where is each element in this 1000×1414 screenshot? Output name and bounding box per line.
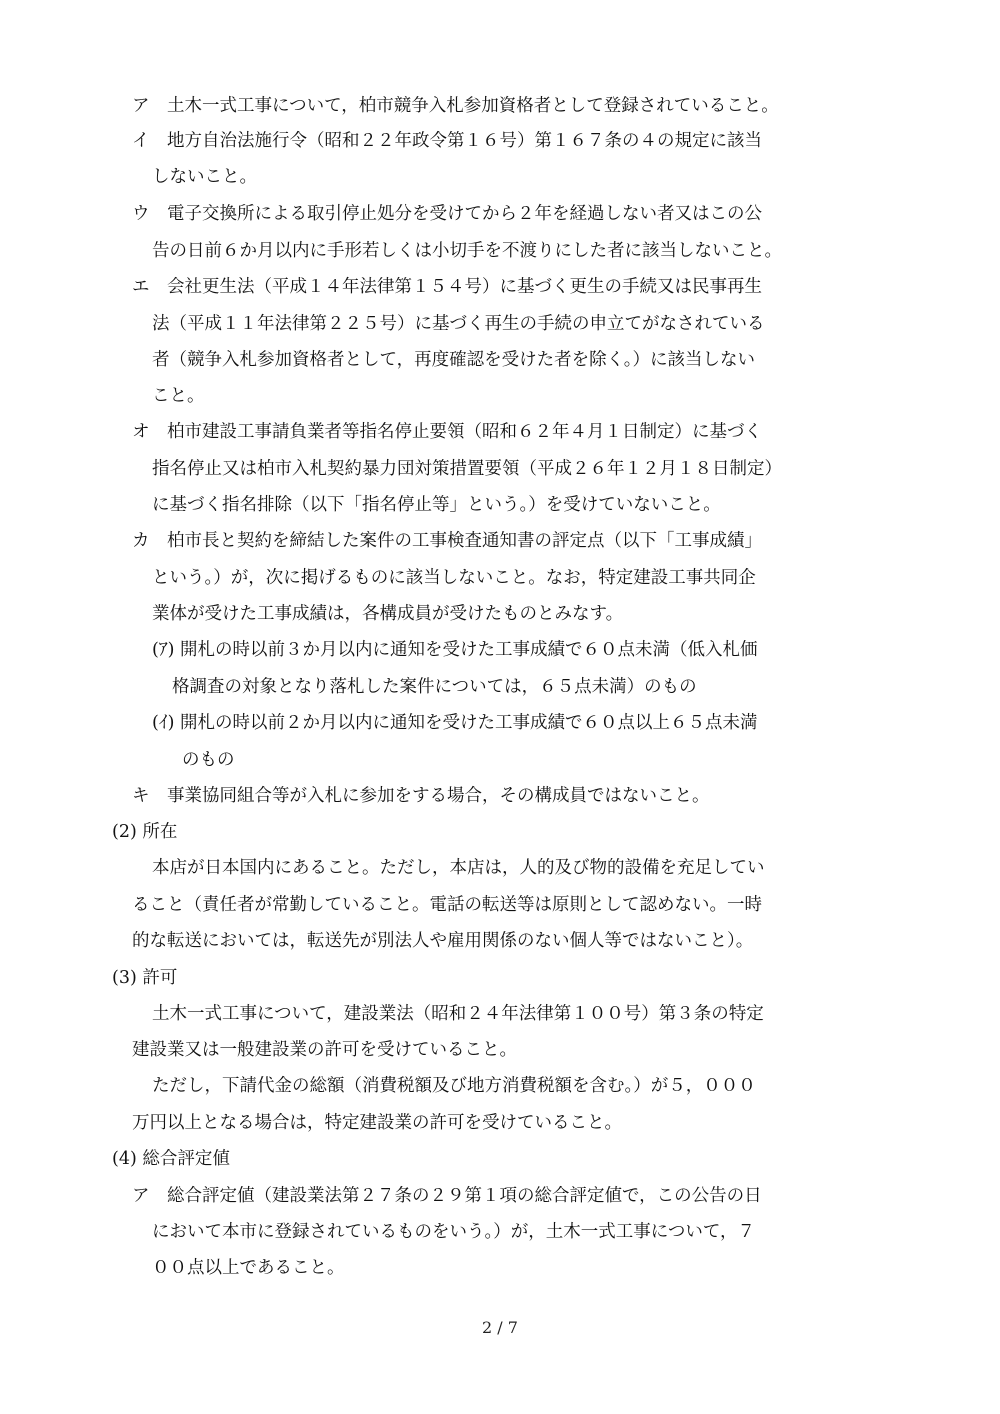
text-line: 格調査の対象となり落札した案件については，６５点未満）のもの	[172, 677, 697, 697]
section-heading: (4) 総合評定値	[112, 1149, 230, 1169]
text-line: という。）が，次に掲げるものに該当しないこと。なお，特定建設工事共同企	[152, 568, 756, 588]
text-line: において本市に登録されているものをいう。）が，土木一式工事について，７	[152, 1222, 756, 1242]
text-line: のもの	[182, 750, 235, 770]
text-line: 業体が受けた工事成績は，各構成員が受けたものとみなす。	[152, 604, 624, 624]
text-line: に基づく指名排除（以下「指名停止等」という。）を受けていないこと。	[152, 495, 721, 515]
text-line: ア 土木一式工事について，柏市競争入札参加資格者として登録されていること。	[132, 96, 779, 116]
text-line: こと。	[152, 386, 205, 406]
text-line: イ 地方自治法施行令（昭和２２年政令第１６号）第１６７条の４の規定に該当	[132, 131, 762, 151]
text-line: エ 会社更生法（平成１４年法律第１５４号）に基づく更生の手続又は民事再生	[132, 277, 762, 297]
text-line: 土木一式工事について，建設業法（昭和２４年法律第１００号）第３条の特定	[152, 1004, 764, 1024]
page-number: 2 / 7	[482, 1318, 518, 1337]
text-line: キ 事業協同組合等が入札に参加をする場合，その構成員ではないこと。	[132, 786, 710, 806]
text-line: ウ 電子交換所による取引停止処分を受けてから２年を経過しない者又はこの公	[132, 204, 762, 224]
text-line: (ｲ) 開札の時以前２か月以内に通知を受けた工事成績で６０点以上６５点未満	[152, 713, 758, 733]
text-line: 本店が日本国内にあること。ただし，本店は，人的及び物的設備を充足してい	[152, 858, 765, 878]
text-line: ること（責任者が常勤していること。電話の転送等は原則として認めない。一時	[132, 895, 762, 915]
text-line: カ 柏市長と契約を締結した案件の工事検査通知書の評定点（以下「工事成績」	[132, 531, 762, 551]
text-line: 告の日前６か月以内に手形若しくは小切手を不渡りにした者に該当しないこと。	[152, 241, 782, 261]
text-line: ００点以上であること。	[152, 1258, 345, 1278]
section-heading: (2) 所在	[112, 822, 178, 842]
text-line: 的な転送においては，転送先が別法人や雇用関係のない個人等ではないこと）。	[132, 931, 754, 951]
text-line: ただし，下請代金の総額（消費税額及び地方消費税額を含む。）が５，０００	[152, 1076, 756, 1096]
text-line: 者（競争入札参加資格者として，再度確認を受けた者を除く。）に該当しない	[152, 350, 756, 370]
section-heading: (3) 許可	[112, 968, 178, 988]
text-line: 万円以上となる場合は，特定建設業の許可を受けていること。	[132, 1113, 622, 1133]
text-line: (ｱ) 開札の時以前３か月以内に通知を受けた工事成績で６０点未満（低入札価	[152, 640, 758, 660]
text-line: 指名停止又は柏市入札契約暴力団対策措置要領（平成２６年１２月１８日制定）	[152, 459, 782, 479]
text-line: 法（平成１１年法律第２２５号）に基づく再生の手続の申立てがなされている	[152, 314, 765, 334]
text-line: ア 総合評定値（建設業法第２７条の２９第１項の総合評定値で，この公告の日	[132, 1186, 762, 1206]
text-line: オ 柏市建設工事請負業者等指名停止要領（昭和６２年４月１日制定）に基づく	[132, 422, 762, 442]
text-line: しないこと。	[152, 167, 257, 187]
text-line: 建設業又は一般建設業の許可を受けていること。	[132, 1040, 517, 1060]
